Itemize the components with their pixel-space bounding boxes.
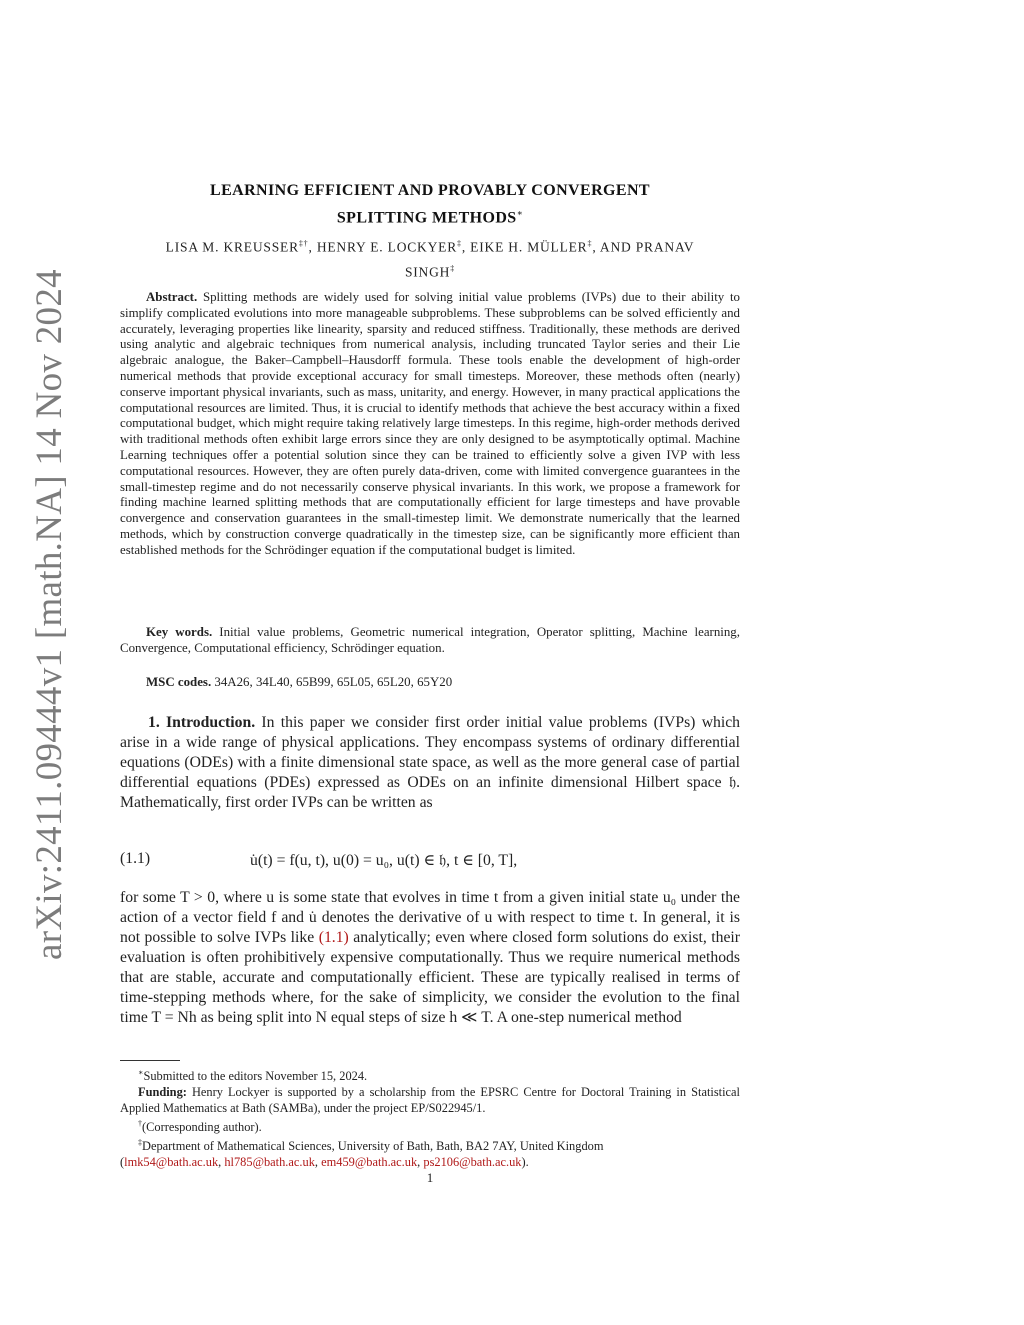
footnote-divider xyxy=(120,1060,180,1061)
author-mark: ‡ xyxy=(457,239,462,248)
footnote-submitted xyxy=(120,1065,740,1084)
footnote-mark: † xyxy=(138,1119,142,1129)
abstract xyxy=(120,290,740,559)
intro-paragraph-1: In this paper we consider first order initial value problems (IVPs) which arise in a wide range of physical applications. They encompass systems of ordinary differential equations (ODEs) with a finite dimensional state space, as well as the more general case of partial differential equations (PDEs) expressed as ODEs on an infinite dimensional Hilbert space 𝔥. Mathematically, first order IVPs can be written as xyxy=(120,714,741,811)
footnote-corresponding xyxy=(120,1116,740,1135)
keywords-text: Initial value problems, Geometric numerical integration, Operator splitting, Machine learning, Convergence, Computational efficiency, Schrödinger equation. xyxy=(120,625,740,655)
arxiv-watermark: arXiv:2411.09444v1 [math.NA] 14 Nov 2024 xyxy=(29,269,70,960)
equation-reference-link[interactable]: (1.1) xyxy=(318,929,349,946)
authors-line-2 xyxy=(120,258,740,283)
author-pranav: , AND PRANAV xyxy=(592,239,695,255)
email-link-3[interactable]: em459@bath.ac.uk xyxy=(321,1155,418,1170)
intro-paragraph-2-part-b: analytically; even where closed form solutions do exist, their evaluation is often prohibitively expensive computationally. Thus we require numerical methods that are stable, accurate and computationally efficient. These are typically realised in terms of time-stepping methods where, for the sake of simplicity, we consider the evolution to the final time T = Nh as being split into N equal steps of size h ≪ T. A one-step numerical method xyxy=(120,929,740,1026)
affiliation-text: Department of Mathematical Sciences, University of Bath, Bath, BA2 7AY, United Kingdom xyxy=(142,1139,604,1154)
page-number: 1 xyxy=(426,1170,434,1185)
author-mark: ‡† xyxy=(298,239,309,248)
intro-paragraph-2 xyxy=(120,888,740,1028)
email-separator: , xyxy=(218,1155,225,1170)
paper-title xyxy=(120,180,740,229)
title-line-2-text: SPLITTING METHODS xyxy=(336,209,517,227)
author-muller: , EIKE H. MÜLLER xyxy=(461,239,588,255)
msc-text: 34A26, 34L40, 65B99, 65L05, 65L20, 65Y20 xyxy=(214,675,453,689)
msc-label: MSC codes. xyxy=(146,675,212,689)
equation-1-1 xyxy=(120,850,740,872)
section-heading: 1. Introduction. xyxy=(148,714,256,731)
footnote-mark: ‡ xyxy=(138,1138,142,1148)
author-mark: ‡ xyxy=(587,239,593,248)
email-link-1[interactable]: lmk54@bath.ac.uk xyxy=(124,1155,219,1170)
authors-line-1 xyxy=(120,233,740,258)
email-close-paren: ). xyxy=(521,1155,529,1170)
equation-number: (1.1) xyxy=(120,850,151,867)
email-list xyxy=(120,1154,740,1170)
email-separator: , xyxy=(314,1155,322,1170)
footnote-corresponding-text: (Corresponding author). xyxy=(142,1120,262,1135)
author-list xyxy=(120,233,740,282)
keywords-label: Key words. xyxy=(146,625,213,639)
title-footnote-mark: ∗ xyxy=(516,208,524,218)
title-line-2 xyxy=(120,202,740,229)
abstract-text: Splitting methods are widely used for solving initial value problems (IVPs) due to their ability to simplify complicated evolutions into more manageable subproblems. These subproblems can be solved efficiently and accurately, leveraging properties like linearity, sparsity and reduced stiffness. Traditionally, these methods are derived using analytic and algebraic techniques from numerical analysis, including truncated Taylor series and their Lie algebraic analogue, the Baker–Campbell–Hausdorff formula. These tools enable the development of high-order numerical methods that provide exceptional accuracy for small timesteps. Moreover, these methods often (nearly) conserve important physical invariants, such as mass, unitarity, and energy. However, in many practical applications the computational resources are limited. Thus, it is crucial to identify methods that achieve the best accuracy within a fixed computational budget, which might require taking relatively large timesteps. In this regime, high-order methods derived with traditional methods often exhibit large errors since they are only designed to be asymptotically optimal. Machine Learning techniques offer a potential solution since they can be trained to efficiently solve a given IVP with less computational resources. However, they are often purely data-driven, come with limited convergence guarantees in the small-timestep regime and do not necessarily conserve physical invariants. In this work, we propose a framework for finding machine learned splitting methods that are computationally efficient for large timesteps and have provable convergence and conservation guarantees in the small-timestep limit. We demonstrate numerically that the learned methods, which by construction converge quadratically in the timestep size, can be significantly more efficient than established methods for the Schrödinger equation if the computational budget is limited. xyxy=(120,290,740,557)
footnote-submitted-text: Submitted to the editors November 15, 2024. xyxy=(143,1069,368,1084)
equation-body: u̇(t) = f(u, t), u(0) = u₀, u(t) ∈ 𝔥, t ∈ [0, T], xyxy=(250,852,518,869)
author-singh: SINGH xyxy=(404,264,451,279)
funding-label: Funding: xyxy=(138,1085,187,1100)
email-open-paren: ( xyxy=(120,1155,125,1170)
abstract-label: Abstract. xyxy=(146,290,198,304)
funding-text: Henry Lockyer is supported by a scholarship from the EPSRC Centre for Doctoral Training in Statistical Applied Mathematics at Bath (SAMBa), under the project EP/S022945/1. xyxy=(120,1085,740,1116)
email-link-4[interactable]: ps2106@bath.ac.uk xyxy=(423,1155,522,1170)
introduction-section xyxy=(120,713,740,813)
author-mark: ‡ xyxy=(450,263,456,273)
intro-paragraph-2-part-a: for some T > 0, where u is some state that evolves in time t from a given initial state u₀ under the action of a vector field f and u̇ denotes the derivative of u with respect to time t. In general, it is not possible to solve IVPs like xyxy=(120,889,740,946)
msc-codes xyxy=(120,675,740,691)
email-link-2[interactable]: hl785@bath.ac.uk xyxy=(224,1155,315,1170)
footnotes xyxy=(120,1065,740,1170)
title-line-1: LEARNING EFFICIENT AND PROVABLY CONVERGENT xyxy=(210,182,650,199)
keywords xyxy=(120,625,740,657)
footnote-funding xyxy=(120,1084,740,1116)
author-kreusser: LISA M. KREUSSER xyxy=(165,239,299,255)
footnote-affiliation xyxy=(120,1135,740,1154)
author-lockyer: , HENRY E. LOCKYER xyxy=(308,239,458,255)
email-separator: , xyxy=(417,1155,424,1170)
footnote-mark: ∗ xyxy=(138,1068,144,1077)
